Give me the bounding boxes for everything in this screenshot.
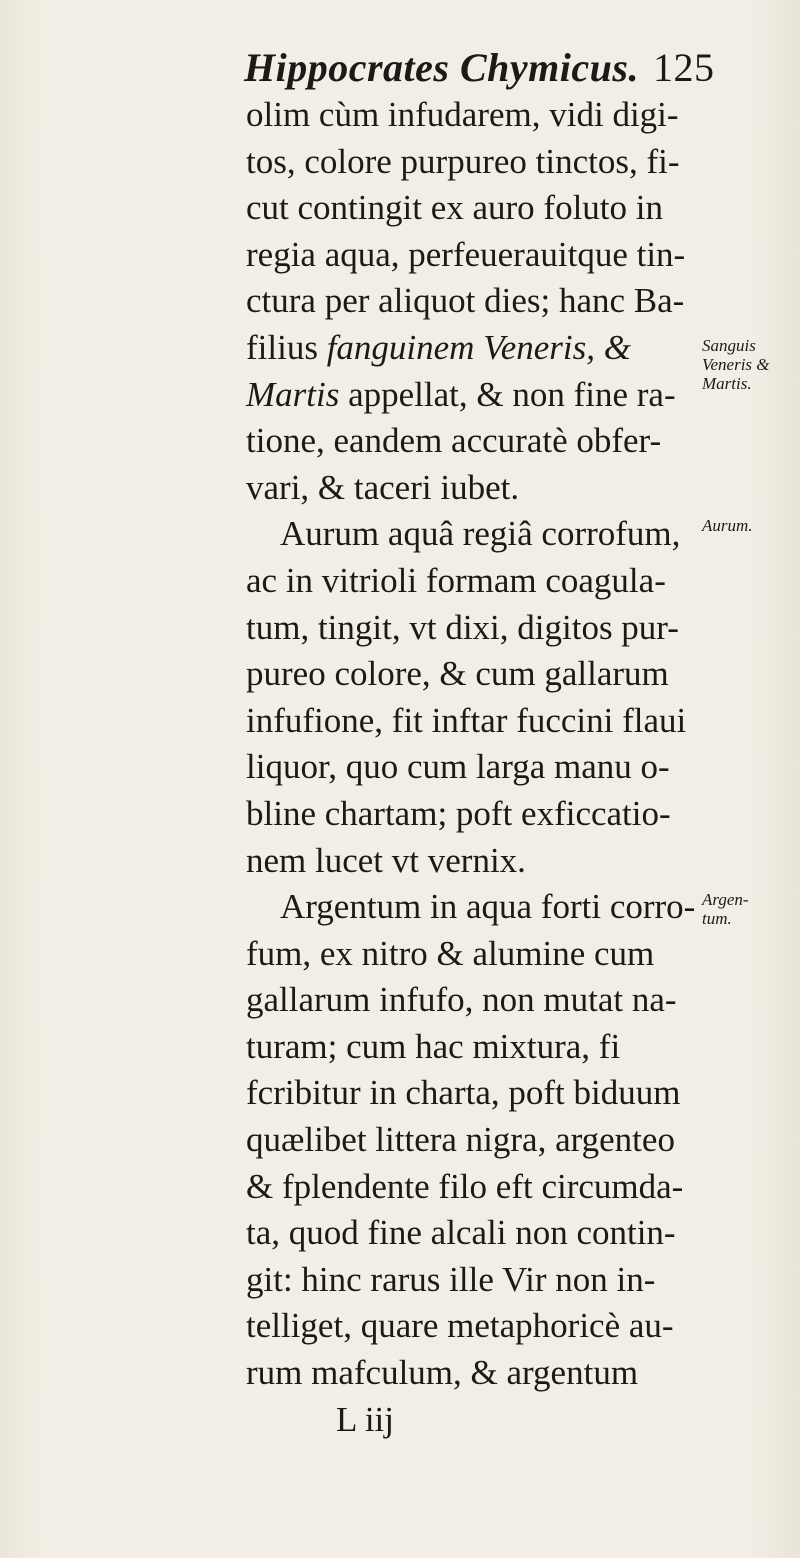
text-line: vari, & taceri iubet. [246,467,520,507]
text-line: infufione, fit inftar fuccini flaui [246,700,687,740]
running-head [244,44,714,91]
text-segment: appellat, & non fine ra- [339,374,676,414]
italic-phrase: fanguinem Veneris, & [326,327,631,367]
text-line: tos, colore purpureo tinctos, fi- [246,141,680,181]
text-line: turam; cum hac mixtura, fi [246,1026,621,1066]
text-line: fum, ex nitro & alumine cum [246,933,655,973]
text-line: git: hinc rarus ille Vir non in- [246,1259,656,1299]
text-line: cut contingit ex auro foluto in [246,188,663,228]
margin-note-aurum [702,516,798,535]
text-line: ctura per aliquot dies; hanc Ba- [246,281,685,321]
text-line: olim cùm infudarem, vidi digi- [246,95,679,134]
margin-note-line: Sanguis [702,336,756,355]
margin-note-argentum [702,890,798,928]
margin-note-sanguis [702,336,798,393]
text-line: telliget, quare metaphoricè au- [246,1306,674,1346]
text-line [246,372,676,419]
text-line: nem lucet vt vernix. [246,840,526,880]
text-line: tione, eandem accuratè obfer- [246,421,662,461]
text-line: ac in vitrioli formam coagula- [246,560,666,600]
paragraph-start: Aurum aquâ regiâ corrofum, [280,514,681,554]
italic-word: Martis [246,374,340,414]
text-line: ta, quod fine alcali non contin- [246,1213,676,1253]
body-text [246,92,696,1443]
text-segment: filius [246,327,327,367]
page-number: 125 [652,45,715,90]
text-line: bline chartam; poft exficcatio- [246,793,671,833]
text-line: rum mafculum, & argentum [246,1353,639,1393]
text-line: pureo colore, & cum gallarum [246,654,669,694]
paragraph-start: Argentum in aqua forti corro- [280,887,696,927]
text-line: quælibet littera nigra, argenteo [246,1120,675,1160]
running-title: Hippocrates Chymicus. [244,45,639,90]
margin-note-line: Aurum. [702,516,753,535]
text-line: & fplendente filo eft circumda- [246,1166,684,1206]
text-line [246,325,631,372]
signature-mark: L iij [336,1399,395,1439]
margin-note-line: Argen- [702,890,749,909]
margin-note-line: tum. [702,909,732,928]
text-line: fcribitur in charta, poft biduum [246,1073,681,1113]
text-line: regia aqua, perfeuerauitque tin- [246,234,686,274]
margin-note-line: Veneris & [702,355,770,374]
text-line: tum, tingit, vt dixi, digitos pur- [246,607,679,647]
margin-note-line: Martis. [702,374,752,393]
text-line: gallarum infufo, non mutat na- [246,980,677,1020]
text-line: liquor, quo cum larga manu o- [246,747,670,787]
